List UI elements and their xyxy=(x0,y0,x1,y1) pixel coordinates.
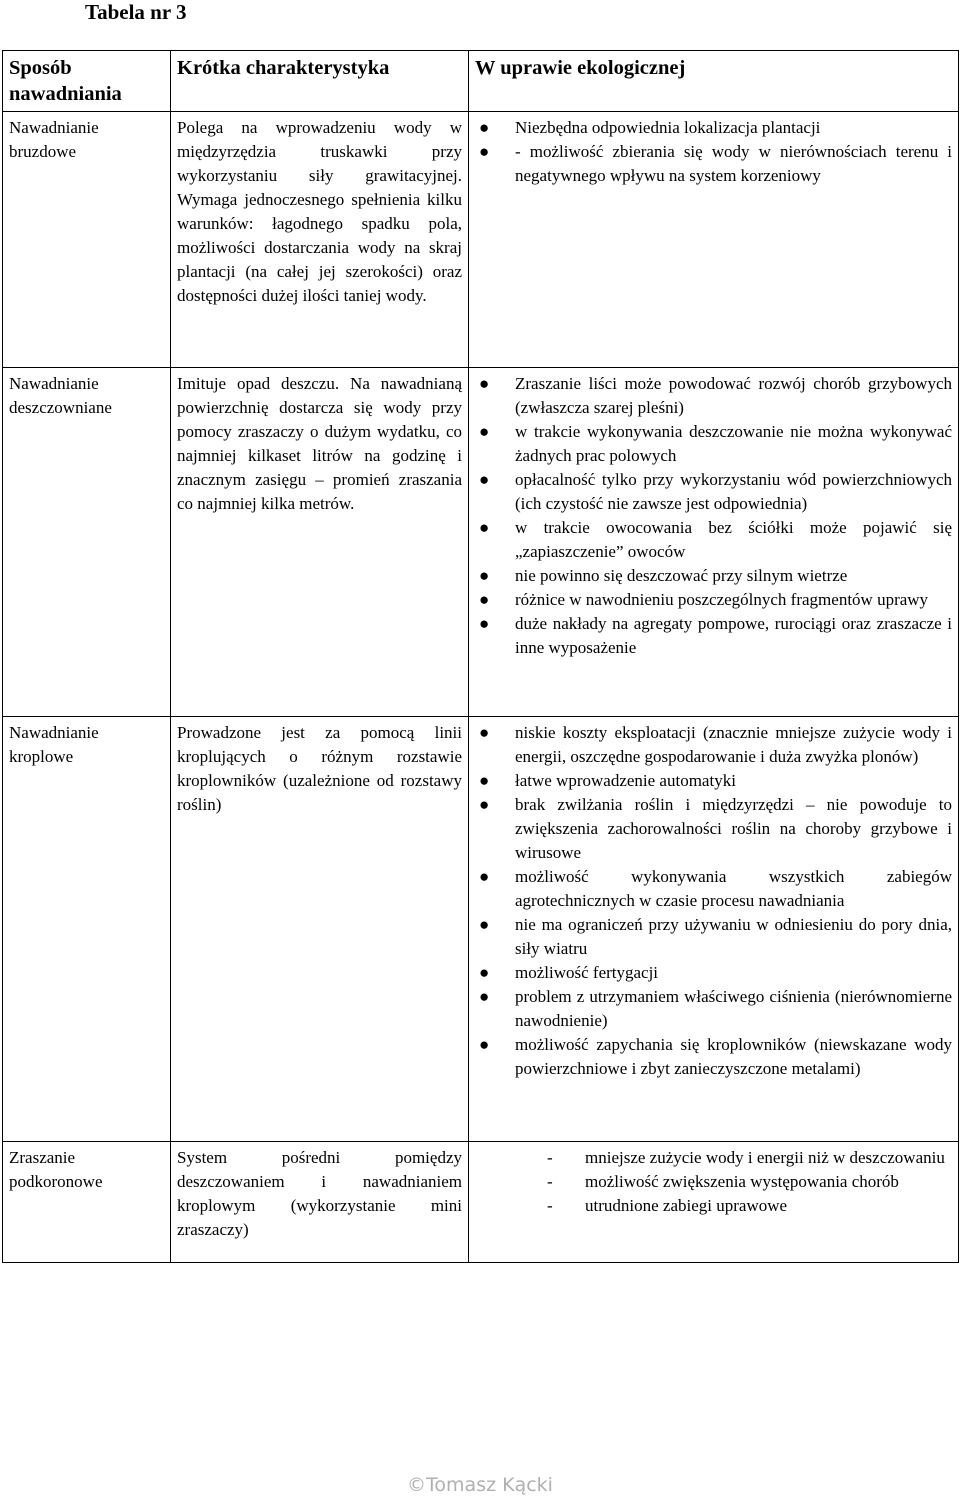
list-item: ● Niezbędna odpowiednia lokalizacja plantacji xyxy=(475,116,952,140)
list-item: ● opłacalność tylko przy wykorzystaniu wód powierzchniowych (ich czystość nie zawsze jest odpowiednia) xyxy=(479,470,952,513)
list-item: ● problem z utrzymaniem właściwego ciśnienia (nierównomierne nawodnienie) xyxy=(479,987,952,1030)
list-item: ● w trakcie wykonywania deszczowanie nie można wykonywać żadnych prac polowych xyxy=(479,422,952,465)
list-item: - utrudnione zabiegi uprawowe xyxy=(475,1194,952,1218)
bullet-icon: ● xyxy=(479,142,490,161)
ecological-cell xyxy=(469,1142,959,1263)
bullet-icon: ● xyxy=(479,566,490,585)
document-title: Tabela nr 3 xyxy=(85,0,187,24)
bullet-icon: ● xyxy=(479,867,490,886)
list-item: ● niskie koszty eksploatacji (znacznie mniejsze zużycie wody i energii, oszczędne gospodarowanie i duża zwyżka plonów) xyxy=(479,723,952,766)
list-item: ● Zraszanie liści może powodować rozwój chorób grzybowych (zwłaszcza szarej pleśni) xyxy=(479,374,952,417)
bullet-icon: ● xyxy=(479,1035,490,1054)
table-row xyxy=(3,368,959,717)
description-cell: Polega na wprowadzeniu wody w międzyrzędzia truskawki przy wykorzystaniu siły grawitacyjnej. Wymaga jednoczesnego spełnienia kilku warunków: łagodnego spadku pola, możliwości dostarczania wody na skraj plantacji (na całej jej szerokości) oraz dostępności dużej ilości taniej wody. xyxy=(171,112,469,368)
bullet-icon: ● xyxy=(479,987,490,1006)
table-row xyxy=(3,717,959,1142)
bullet-icon: ● xyxy=(479,723,490,742)
bullet-icon: ● xyxy=(479,118,490,137)
copyright-footer: ©Tomasz Kącki xyxy=(407,1474,553,1496)
list-item: ● nie ma ograniczeń przy używaniu w odniesieniu do pory dnia, siły wiatru xyxy=(479,915,952,958)
list-item: - mniejsze zużycie wody i energii niż w deszczowaniu xyxy=(475,1146,952,1170)
list-item: ● duże nakłady na agregaty pompowe, rurociągi oraz zraszacze i inne wyposażenie xyxy=(479,614,952,657)
bullet-icon: ● xyxy=(479,915,490,934)
dash-icon: - xyxy=(547,1172,553,1191)
description-cell: System pośredni pomiędzy deszczowaniem i nawadnianiem kroplowym (wykorzystanie mini zraszaczy) xyxy=(171,1142,469,1263)
list-item: - możliwość zwiększenia występowania chorób xyxy=(475,1170,952,1194)
list-item: ● brak zwilżania roślin i międzyrzędzi – nie powoduje to zwiększenia zachorowalności roślin na choroby grzybowe i wirusowe xyxy=(479,795,952,862)
ecological-cell xyxy=(469,368,959,717)
bullet-icon: ● xyxy=(479,470,490,489)
header-ecological: W uprawie ekologicznej xyxy=(469,51,959,112)
list-item: ● różnice w nawodnieniu poszczególnych fragmentów uprawy xyxy=(475,588,952,612)
bullet-icon: ● xyxy=(479,963,490,982)
list-item: ● - możliwość zbierania się wody w nierównościach terenu i negatywnego wpływu na system korzeniowy xyxy=(479,142,952,185)
table-header-row xyxy=(3,51,959,112)
header-method: Sposób nawadniania xyxy=(3,51,171,112)
list-item: ● możliwość zapychania się kroplowników (niewskazane wody powierzchniowe i zbyt zanieczyszczone metalami) xyxy=(479,1035,952,1078)
list-item: ● możliwość wykonywania wszystkich zabiegów agrotechnicznych w czasie procesu nawadniania xyxy=(479,867,952,910)
table-row xyxy=(3,1142,959,1263)
bullet-icon: ● xyxy=(479,771,490,790)
list-item: ● możliwość fertygacji xyxy=(475,961,952,985)
bullet-icon: ● xyxy=(479,590,490,609)
method-cell: Nawadnianie deszczowniane xyxy=(3,368,171,717)
description-cell: Prowadzone jest za pomocą linii kroplujących o różnym rozstawie kroplowników (uzależnione od rozstawy roślin) xyxy=(171,717,469,1142)
method-cell: Zraszanie podkoronowe xyxy=(3,1142,171,1263)
points-list xyxy=(475,1146,952,1218)
bullet-icon: ● xyxy=(479,795,490,814)
method-cell: Nawadnianie kroplowe xyxy=(3,717,171,1142)
list-item: ● w trakcie owocowania bez ściółki może pojawić się „zapiaszczenie” owoców xyxy=(479,518,952,561)
list-item: ● nie powinno się deszczować przy silnym wietrze xyxy=(475,564,952,588)
bullet-icon: ● xyxy=(479,518,490,537)
bullet-icon: ● xyxy=(479,422,490,441)
irrigation-table xyxy=(2,50,959,1263)
header-description: Krótka charakterystyka xyxy=(171,51,469,112)
ecological-cell xyxy=(469,717,959,1142)
bullet-icon: ● xyxy=(479,374,490,393)
bullet-icon: ● xyxy=(479,614,490,633)
points-list xyxy=(475,116,952,188)
method-cell: Nawadnianie bruzdowe xyxy=(3,112,171,368)
ecological-cell xyxy=(469,112,959,368)
dash-icon: - xyxy=(547,1148,553,1167)
dash-icon: - xyxy=(547,1196,553,1215)
table-row xyxy=(3,112,959,368)
points-list xyxy=(475,372,952,660)
description-cell: Imituje opad deszczu. Na nawadnianą powierzchnię dostarcza się wody przy pomocy zraszaczy o dużym wydatku, co najmniej kilkaset litrów na godzinę i znacznym zasięgu – promień zraszania co najmniej kilka metrów. xyxy=(171,368,469,717)
list-item: ● łatwe wprowadzenie automatyki xyxy=(475,769,952,793)
points-list xyxy=(475,721,952,1081)
